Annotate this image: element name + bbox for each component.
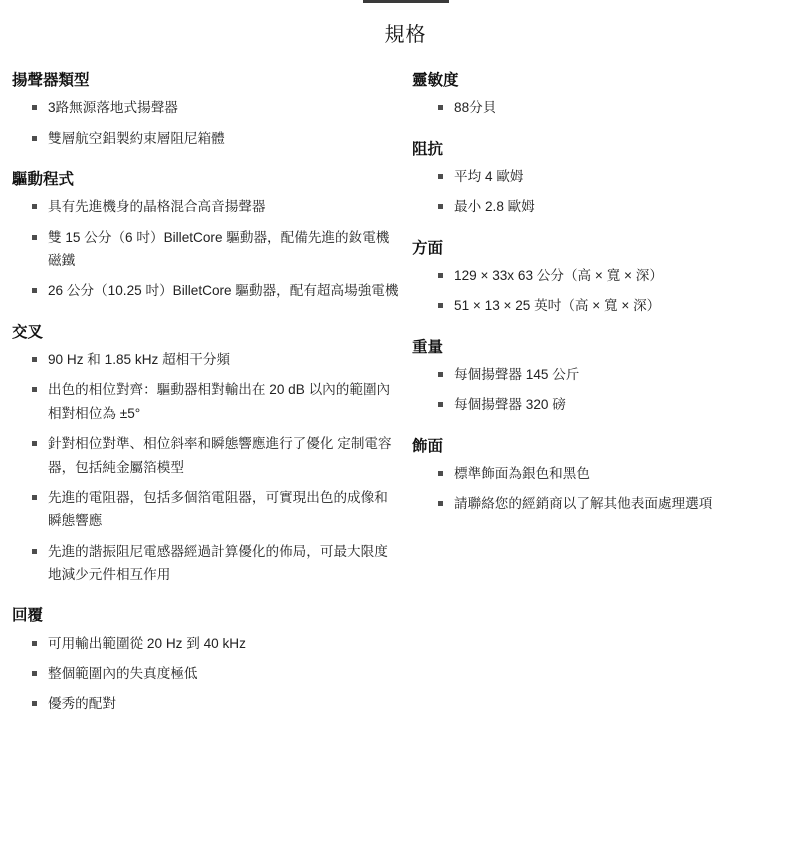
section-heading: 靈敏度 [412,72,459,89]
list-item: 先進的諧振阻尼電感器經過計算優化的佈局，可最大限度地減少元件相互作用 [32,540,400,587]
list-item: 51 × 13 × 25 英吋（高 × 寬 × 深） [438,294,803,317]
bullet-list [12,96,400,150]
section-heading: 驅動程式 [12,171,75,188]
list-item: 整個範圍內的失真度極低 [32,662,400,685]
section-heading: 重量 [412,338,444,356]
section-finish [412,435,803,516]
bullet-list [412,96,803,119]
left-column [8,69,408,723]
section-weight [412,336,803,417]
bullet-list [412,363,803,417]
bullet-list [12,632,400,716]
section-dimensions [412,237,803,318]
section-heading: 揚聲器類型 [12,72,90,89]
list-item: 標準飾面為銀色和黑色 [438,462,803,485]
list-item: 優秀的配對 [32,692,400,715]
section-heading: 交叉 [12,323,44,341]
list-item: 88分貝 [438,96,803,119]
list-item: 每個揚聲器 145 公斤 [438,363,803,386]
section-heading: 飾面 [412,437,444,455]
section-heading: 回覆 [12,607,44,625]
title-rule [363,0,449,3]
section-impedance [412,138,803,219]
list-item: 可用輸出範圍從 20 Hz 到 40 kHz [32,632,400,655]
list-item: 26 公分（10.25 吋）BilletCore 驅動器，配有超高場強電機 [32,279,400,302]
page-title: 規格 [384,24,427,46]
list-item: 90 Hz 和 1.85 kHz 超相干分頻 [32,348,400,371]
section-sensitivity [412,69,803,120]
list-item: 針對相位對準、相位斜率和瞬態響應進行了優化 定制電容器，包括純金屬箔模型 [32,432,400,479]
section-heading: 阻抗 [412,140,444,158]
list-item: 先進的電阻器，包括多個箔電阻器，可實現出色的成像和瞬態響應 [32,486,400,533]
list-item: 請聯絡您的經銷商以了解其他表面處理選項 [438,492,803,515]
section-heading: 方面 [412,239,444,257]
list-item: 雙 15 公分（6 吋）BilletCore 驅動器，配備先進的釹電機磁鐵 [32,226,400,273]
list-item: 最小 2.8 歐姆 [438,195,803,218]
list-item: 3路無源落地式揚聲器 [32,96,400,119]
list-item: 出色的相位對齊：驅動器相對輸出在 20 dB 以內的範圍內相對相位為 ±5° [32,378,400,425]
list-item: 雙層航空鋁製約束層阻尼箱體 [32,127,400,150]
list-item: 129 × 33x 63 公分（高 × 寬 × 深） [438,264,803,287]
spec-columns [0,47,811,723]
right-column [408,69,803,523]
list-item: 每個揚聲器 320 磅 [438,393,803,416]
bullet-list [12,195,400,303]
section-speaker-type [12,69,400,150]
list-item: 平均 4 歐姆 [438,165,803,188]
bullet-list [12,348,400,586]
section-drivers [12,168,400,303]
bullet-list [412,264,803,318]
section-response [12,604,400,715]
list-item: 具有先進機身的晶格混合高音揚聲器 [32,195,400,218]
bullet-list [412,165,803,219]
bullet-list [412,462,803,516]
section-crossover [12,321,400,587]
